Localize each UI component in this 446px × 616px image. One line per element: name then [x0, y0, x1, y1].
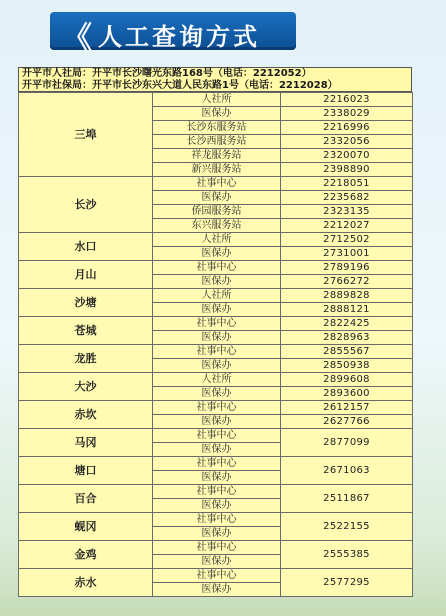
table-row — [19, 541, 413, 555]
office-cell: 医保办 — [153, 191, 281, 205]
phone-cell: 2338029 — [281, 107, 413, 121]
contact-info-box — [18, 67, 412, 92]
office-cell: 医保办 — [153, 471, 281, 485]
info-line-social-security-bureau: 开平市社保局：开平市长沙东兴大道人民东路1号（电话：2212028） — [22, 79, 338, 91]
phone-cell: 2766272 — [281, 275, 413, 289]
phone-cell: 2712502 — [281, 233, 413, 247]
table-row — [19, 373, 413, 387]
phone-cell: 2789196 — [281, 261, 413, 275]
page-title: 人工查询方式 — [98, 23, 260, 51]
phone-cell: 2671063 — [281, 457, 413, 485]
office-cell: 医保办 — [153, 415, 281, 429]
chevron-icon: 《 — [62, 21, 85, 56]
phone-cell: 2828963 — [281, 331, 413, 345]
office-cell: 祥龙服务站 — [153, 149, 281, 163]
office-cell: 社事中心 — [153, 569, 281, 583]
office-cell: 医保办 — [153, 499, 281, 513]
table-row — [19, 401, 413, 415]
office-cell: 长沙西服务站 — [153, 135, 281, 149]
office-cell: 社事中心 — [153, 345, 281, 359]
contact-table-body — [19, 93, 413, 597]
office-cell: 社事中心 — [153, 541, 281, 555]
phone-cell: 2555385 — [281, 541, 413, 569]
office-cell: 医保办 — [153, 443, 281, 457]
table-row — [19, 261, 413, 275]
table-row — [19, 93, 413, 107]
town-cell: 蚬冈 — [19, 513, 153, 541]
table-row — [19, 457, 413, 471]
office-cell: 人社所 — [153, 289, 281, 303]
office-cell: 医保办 — [153, 275, 281, 289]
office-cell: 侨园服务站 — [153, 205, 281, 219]
phone-cell: 2877099 — [281, 429, 413, 457]
phone-cell: 2218051 — [281, 177, 413, 191]
town-cell: 三埠 — [19, 93, 153, 177]
phone-cell: 2323135 — [281, 205, 413, 219]
phone-cell: 2899608 — [281, 373, 413, 387]
table-row — [19, 345, 413, 359]
title-banner — [50, 12, 296, 56]
phone-cell: 2332056 — [281, 135, 413, 149]
office-cell: 医保办 — [153, 247, 281, 261]
info-line-hr-bureau: 开平市人社局：开平市长沙曙光东路168号（电话：2212052） — [22, 68, 312, 79]
phone-cell: 2577295 — [281, 569, 413, 597]
table-row — [19, 233, 413, 247]
office-cell: 新兴服务站 — [153, 163, 281, 177]
phone-cell: 2855567 — [281, 345, 413, 359]
phone-cell: 2216023 — [281, 93, 413, 107]
office-cell: 人社所 — [153, 373, 281, 387]
office-cell: 人社所 — [153, 93, 281, 107]
phone-cell: 2398890 — [281, 163, 413, 177]
phone-cell: 2320070 — [281, 149, 413, 163]
town-cell: 赤水 — [19, 569, 153, 597]
phone-cell: 2627766 — [281, 415, 413, 429]
office-cell: 医保办 — [153, 527, 281, 541]
office-cell: 医保办 — [153, 107, 281, 121]
office-cell: 人社所 — [153, 233, 281, 247]
office-cell: 社事中心 — [153, 177, 281, 191]
phone-cell: 2522155 — [281, 513, 413, 541]
office-cell: 医保办 — [153, 303, 281, 317]
town-cell: 赤坎 — [19, 401, 153, 429]
office-cell: 社事中心 — [153, 513, 281, 527]
office-cell: 医保办 — [153, 583, 281, 597]
phone-cell: 2212027 — [281, 219, 413, 233]
table-row — [19, 317, 413, 331]
office-cell: 社事中心 — [153, 317, 281, 331]
phone-cell: 2850938 — [281, 359, 413, 373]
table-row — [19, 177, 413, 191]
table-row — [19, 429, 413, 443]
table-row — [19, 485, 413, 499]
town-cell: 大沙 — [19, 373, 153, 401]
table-row — [19, 513, 413, 527]
office-cell: 社事中心 — [153, 261, 281, 275]
town-cell: 马冈 — [19, 429, 153, 457]
town-cell: 龙胜 — [19, 345, 153, 373]
phone-cell: 2511867 — [281, 485, 413, 513]
town-cell: 苍城 — [19, 317, 153, 345]
table-row — [19, 569, 413, 583]
office-cell: 东兴服务站 — [153, 219, 281, 233]
office-cell: 社事中心 — [153, 429, 281, 443]
office-cell: 医保办 — [153, 359, 281, 373]
phone-cell: 2889828 — [281, 289, 413, 303]
phone-cell: 2235682 — [281, 191, 413, 205]
phone-cell: 2888121 — [281, 303, 413, 317]
office-cell: 社事中心 — [153, 401, 281, 415]
office-cell: 长沙东服务站 — [153, 121, 281, 135]
town-cell: 水口 — [19, 233, 153, 261]
office-cell: 社事中心 — [153, 485, 281, 499]
town-cell: 百合 — [19, 485, 153, 513]
office-cell: 社事中心 — [153, 457, 281, 471]
phone-cell: 2216996 — [281, 121, 413, 135]
contact-table — [18, 92, 413, 597]
town-cell: 月山 — [19, 261, 153, 289]
table-row — [19, 289, 413, 303]
office-cell: 医保办 — [153, 331, 281, 345]
town-cell: 沙塘 — [19, 289, 153, 317]
phone-cell: 2731001 — [281, 247, 413, 261]
town-cell: 金鸡 — [19, 541, 153, 569]
town-cell: 长沙 — [19, 177, 153, 233]
office-cell: 医保办 — [153, 387, 281, 401]
phone-cell: 2822425 — [281, 317, 413, 331]
town-cell: 塘口 — [19, 457, 153, 485]
phone-cell: 2612157 — [281, 401, 413, 415]
office-cell: 医保办 — [153, 555, 281, 569]
phone-cell: 2893600 — [281, 387, 413, 401]
